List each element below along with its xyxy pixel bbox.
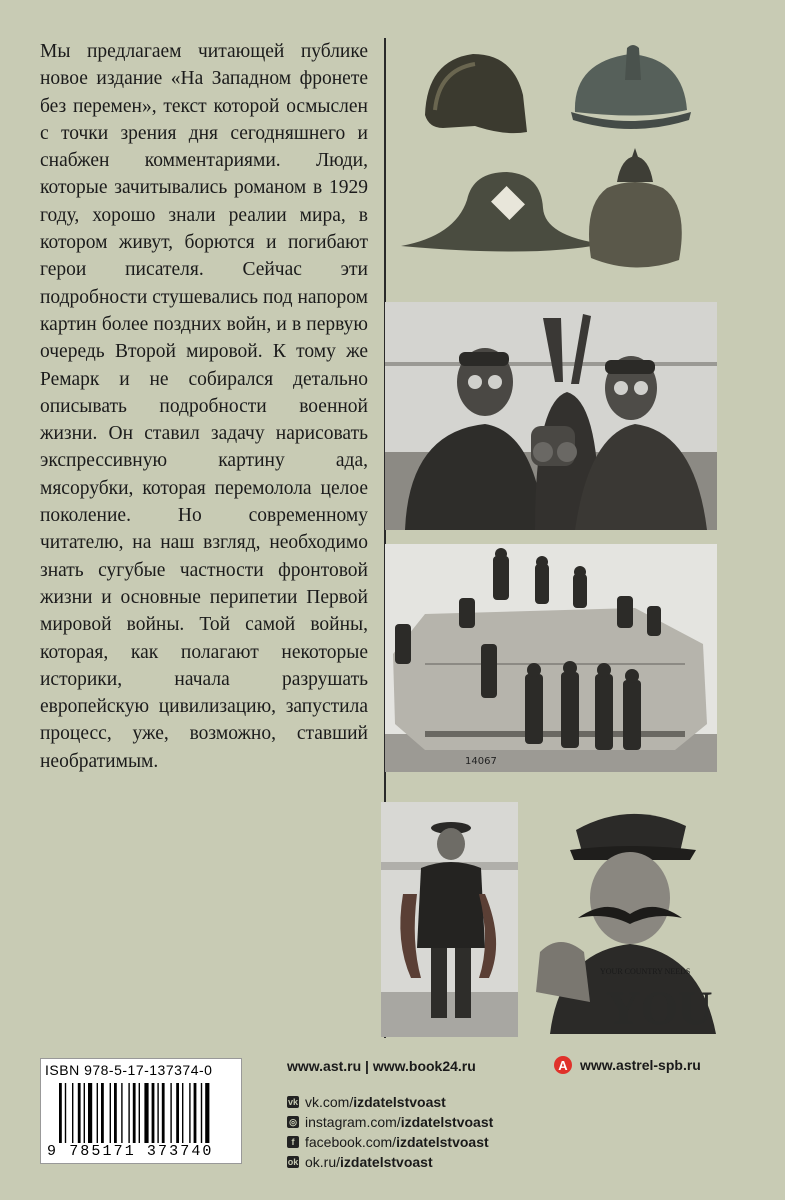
barcode-number: 9 785171 373740 [47, 1143, 214, 1160]
french-helmet [571, 45, 691, 129]
social-handle: izdatelstvoast [400, 1114, 494, 1130]
social-prefix: facebook.com/ [305, 1134, 397, 1150]
tank-photo [385, 544, 717, 772]
pickelhaube-helmet [589, 148, 682, 268]
social-links [287, 1092, 493, 1172]
isbn-barcode-box [40, 1058, 242, 1164]
astrel-link[interactable] [554, 1056, 701, 1074]
vk-icon: vk [287, 1097, 298, 1107]
isbn-label: ISBN 978-5-17-137374-0 [45, 1062, 213, 1078]
astrel-url: www.astrel-spb.ru [580, 1057, 701, 1073]
social-ok[interactable] [287, 1152, 493, 1172]
barcode [59, 1083, 237, 1143]
social-handle: izdatelstvoast [396, 1134, 489, 1150]
publisher-sites[interactable]: www.ast.ru | www.book24.ru [287, 1058, 476, 1074]
brodie-helmet [401, 172, 603, 252]
ok-icon: ok [287, 1157, 299, 1167]
astrel-logo-icon: A [554, 1056, 572, 1074]
gas-mask-photo [385, 302, 717, 530]
blurb-text: Мы предлагаем читающей публике новое издание «На Западном фронете без перемен», текст которой осмыслен с точки зрения дня сегодняшнего и снабжен комментариями. Люди, которые зачитывались романом в 1929 году, хорошо знали реалии мира, в котором живут, борются и погибают герои писателя. Сейчас эти подробности стушевались под напором картин более поздних войн, и в первую очередь Второй мировой. К тому же Ремарк и не собирался детально описывать подробности военной жизни. Он ставил задачу нарисовать экспрессивную картину ада, мясорубки, которая перемолола целое поколение. Но современному читателю, на наш взгляд, необходимо знать сугубые частности фронтовой жизни и основные перипетии Первой мировой войны. Той самой войны, которая, как полагают некоторые историки, начала разрушать европейскую цивилизацию, запустила процесс, уже, возможно, ставший необратимым. [40, 41, 368, 772]
instagram-icon: ◎ [287, 1116, 299, 1128]
poster-caption-small: YOUR COUNTRY NEEDS [600, 967, 691, 976]
helmets-photo [395, 40, 735, 290]
facebook-icon: f [287, 1136, 299, 1148]
kitchener-poster [530, 802, 730, 1034]
social-handle: izdatelstvoast [340, 1154, 433, 1170]
poster-caption-big: YOU [606, 982, 713, 1034]
social-prefix: vk.com/ [305, 1094, 354, 1110]
social-instagram[interactable] [287, 1112, 493, 1132]
social-facebook[interactable] [287, 1132, 493, 1152]
lobster-man-photo [381, 802, 518, 1037]
social-vk[interactable] [287, 1092, 493, 1112]
social-handle: izdatelstvoast [353, 1094, 446, 1110]
social-prefix: ok.ru/ [305, 1154, 341, 1170]
german-helmet [425, 54, 527, 133]
social-prefix: instagram.com/ [305, 1114, 401, 1130]
tank-number: 14067 [465, 756, 497, 767]
